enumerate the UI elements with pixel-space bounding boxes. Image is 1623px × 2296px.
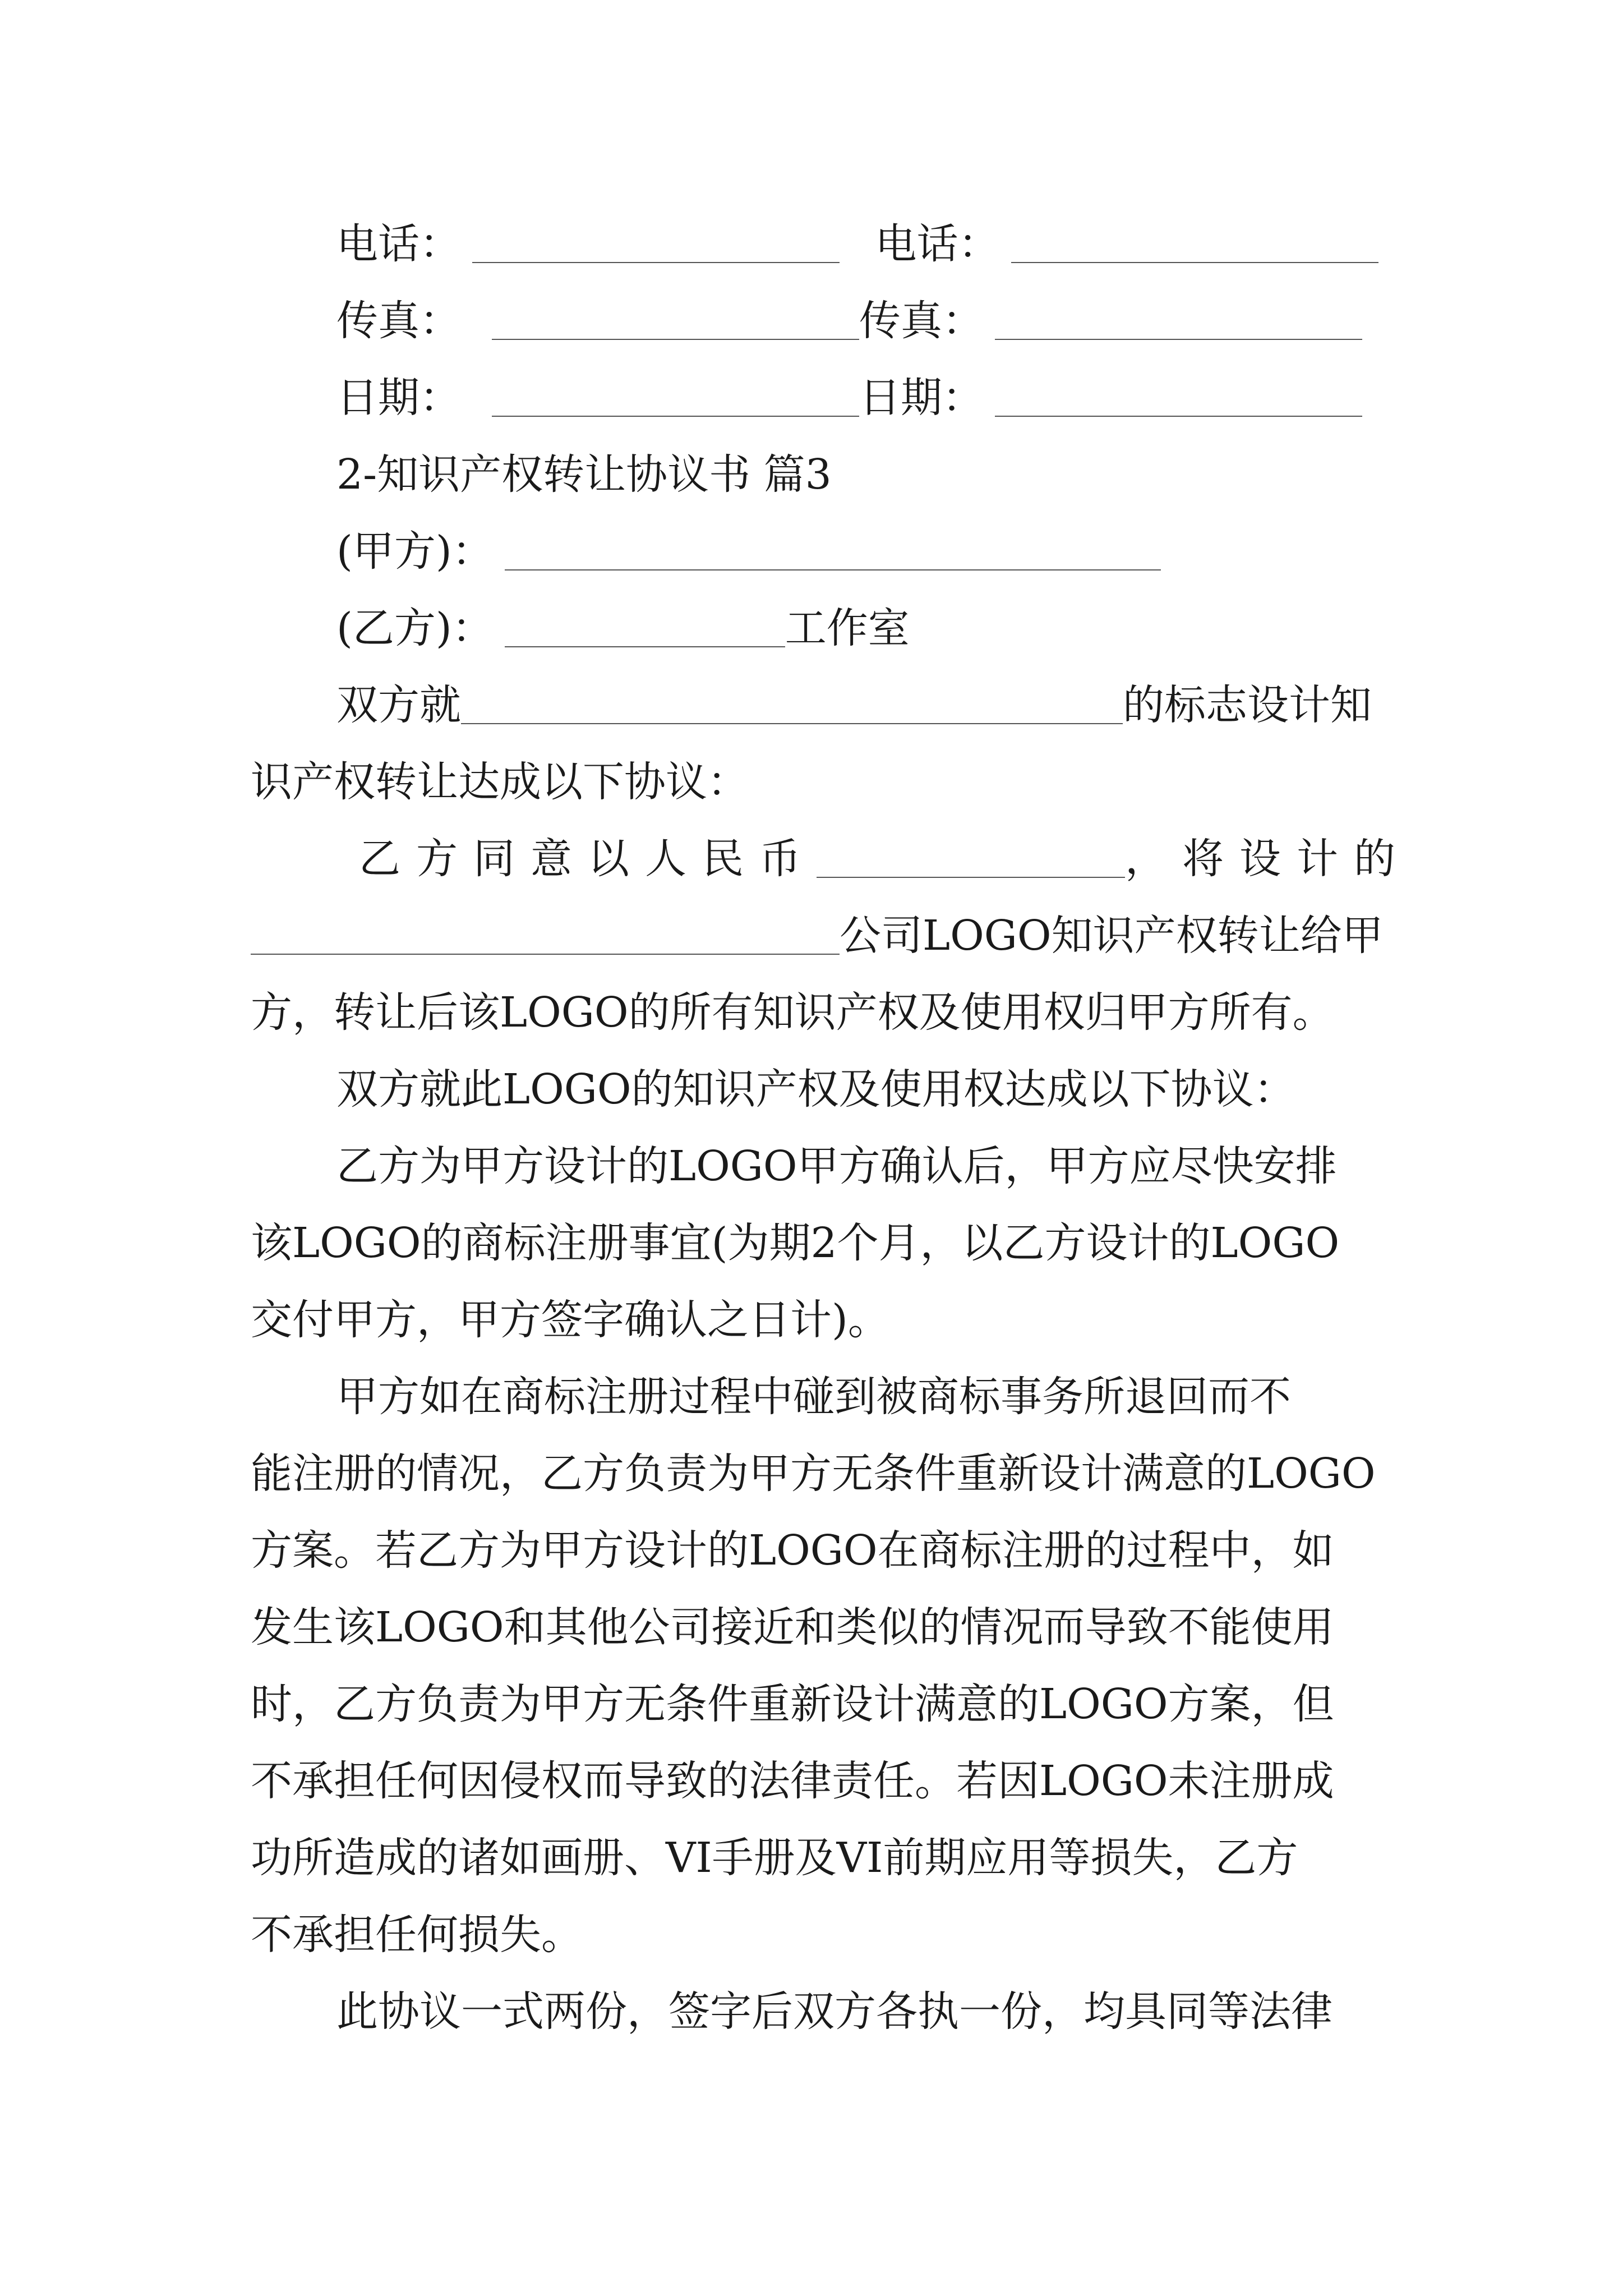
date-row (336, 370, 1458, 426)
date-blank-a[interactable] (492, 370, 859, 417)
clause1-text-a: 乙方同意以人民币 (359, 835, 817, 883)
clause3-line-2: 该LOGO的商标注册事宜(为期2个月，以乙方设计的LOGO (251, 1219, 1340, 1267)
clause2-line: 双方就此LOGO的知识产权及使用权达成以下协议： (336, 1065, 1295, 1114)
fax-blank-a[interactable] (492, 293, 859, 340)
party-b-row (336, 600, 1458, 656)
phone-blank-a[interactable] (472, 216, 840, 263)
fax-label-b: 传真： (859, 297, 984, 345)
clause1-line-1 (359, 831, 1481, 887)
clause5-line: 此协议一式两份，签字后双方各执一份，均具同等法律 (336, 1987, 1332, 2036)
clause4-line-2: 能注册的情况，乙方负责为甲方无条件重新设计满意的LOGO (251, 1450, 1376, 1498)
phone-blank-b[interactable] (1011, 216, 1378, 263)
intro-line-1 (336, 677, 1391, 733)
clause4-line-5: 时，乙方负责为甲方无条件重新设计满意的LOGO方案，但 (251, 1680, 1334, 1728)
clause1-line-2 (251, 908, 1384, 964)
intro-line-2: 识产权转让达成以下协议： (251, 758, 749, 806)
company-blank[interactable] (251, 908, 840, 955)
clause4-line-1: 甲方如在商标注册过程中碰到被商标事务所退回而不 (336, 1373, 1291, 1421)
intro-prefix: 双方就 (336, 681, 461, 729)
clause1-text-b: ，将设计的 (1125, 835, 1411, 883)
fax-blank-b[interactable] (995, 293, 1362, 340)
clause1-line-3: 方，转让后该LOGO的所有知识产权及使用权归甲方所有。 (251, 988, 1334, 1037)
clause4-line-8: 不承担任何损失。 (251, 1911, 583, 1959)
intro-suffix: 的标志设计知 (1123, 681, 1372, 729)
clause1-text-c: 公司LOGO知识产权转让给甲 (840, 912, 1384, 960)
party-a-blank[interactable] (505, 523, 1161, 570)
fax-label-a: 传真： (336, 297, 461, 345)
amount-blank[interactable] (817, 831, 1125, 878)
party-a-label: (甲方)： (336, 527, 494, 576)
intro-blank[interactable] (461, 677, 1123, 724)
phone-label-a: 电话： (336, 220, 461, 268)
party-a-row (336, 523, 1458, 579)
party-b-blank[interactable] (505, 600, 785, 647)
date-label-a: 日期： (336, 374, 461, 422)
clause4-line-7: 功所造成的诸如画册、VI手册及VI前期应用等损失，乙方 (251, 1834, 1298, 1882)
fax-row (336, 293, 1458, 349)
phone-label-b: 电话： (875, 220, 1000, 268)
studio-label: 工作室 (785, 604, 910, 652)
clause4-line-3: 方案。若乙方为甲方设计的LOGO在商标注册的过程中，如 (251, 1526, 1334, 1575)
date-blank-b[interactable] (995, 370, 1362, 417)
clause4-line-4: 发生该LOGO和其他公司接近和类似的情况而导致不能使用 (251, 1603, 1334, 1651)
date-label-b: 日期： (859, 374, 984, 422)
clause3-line-1: 乙方为甲方设计的LOGO甲方确认后，甲方应尽快安排 (336, 1142, 1337, 1190)
clause4-line-6: 不承担任何因侵权而导致的法律责任。若因LOGO未注册成 (251, 1757, 1334, 1805)
clause3-line-3: 交付甲方，甲方签字确认之日计)。 (251, 1296, 889, 1344)
phone-row (336, 216, 1458, 272)
party-b-label: (乙方)： (336, 604, 494, 652)
section-heading: 2-知识产权转让协议书 篇3 (336, 450, 832, 499)
